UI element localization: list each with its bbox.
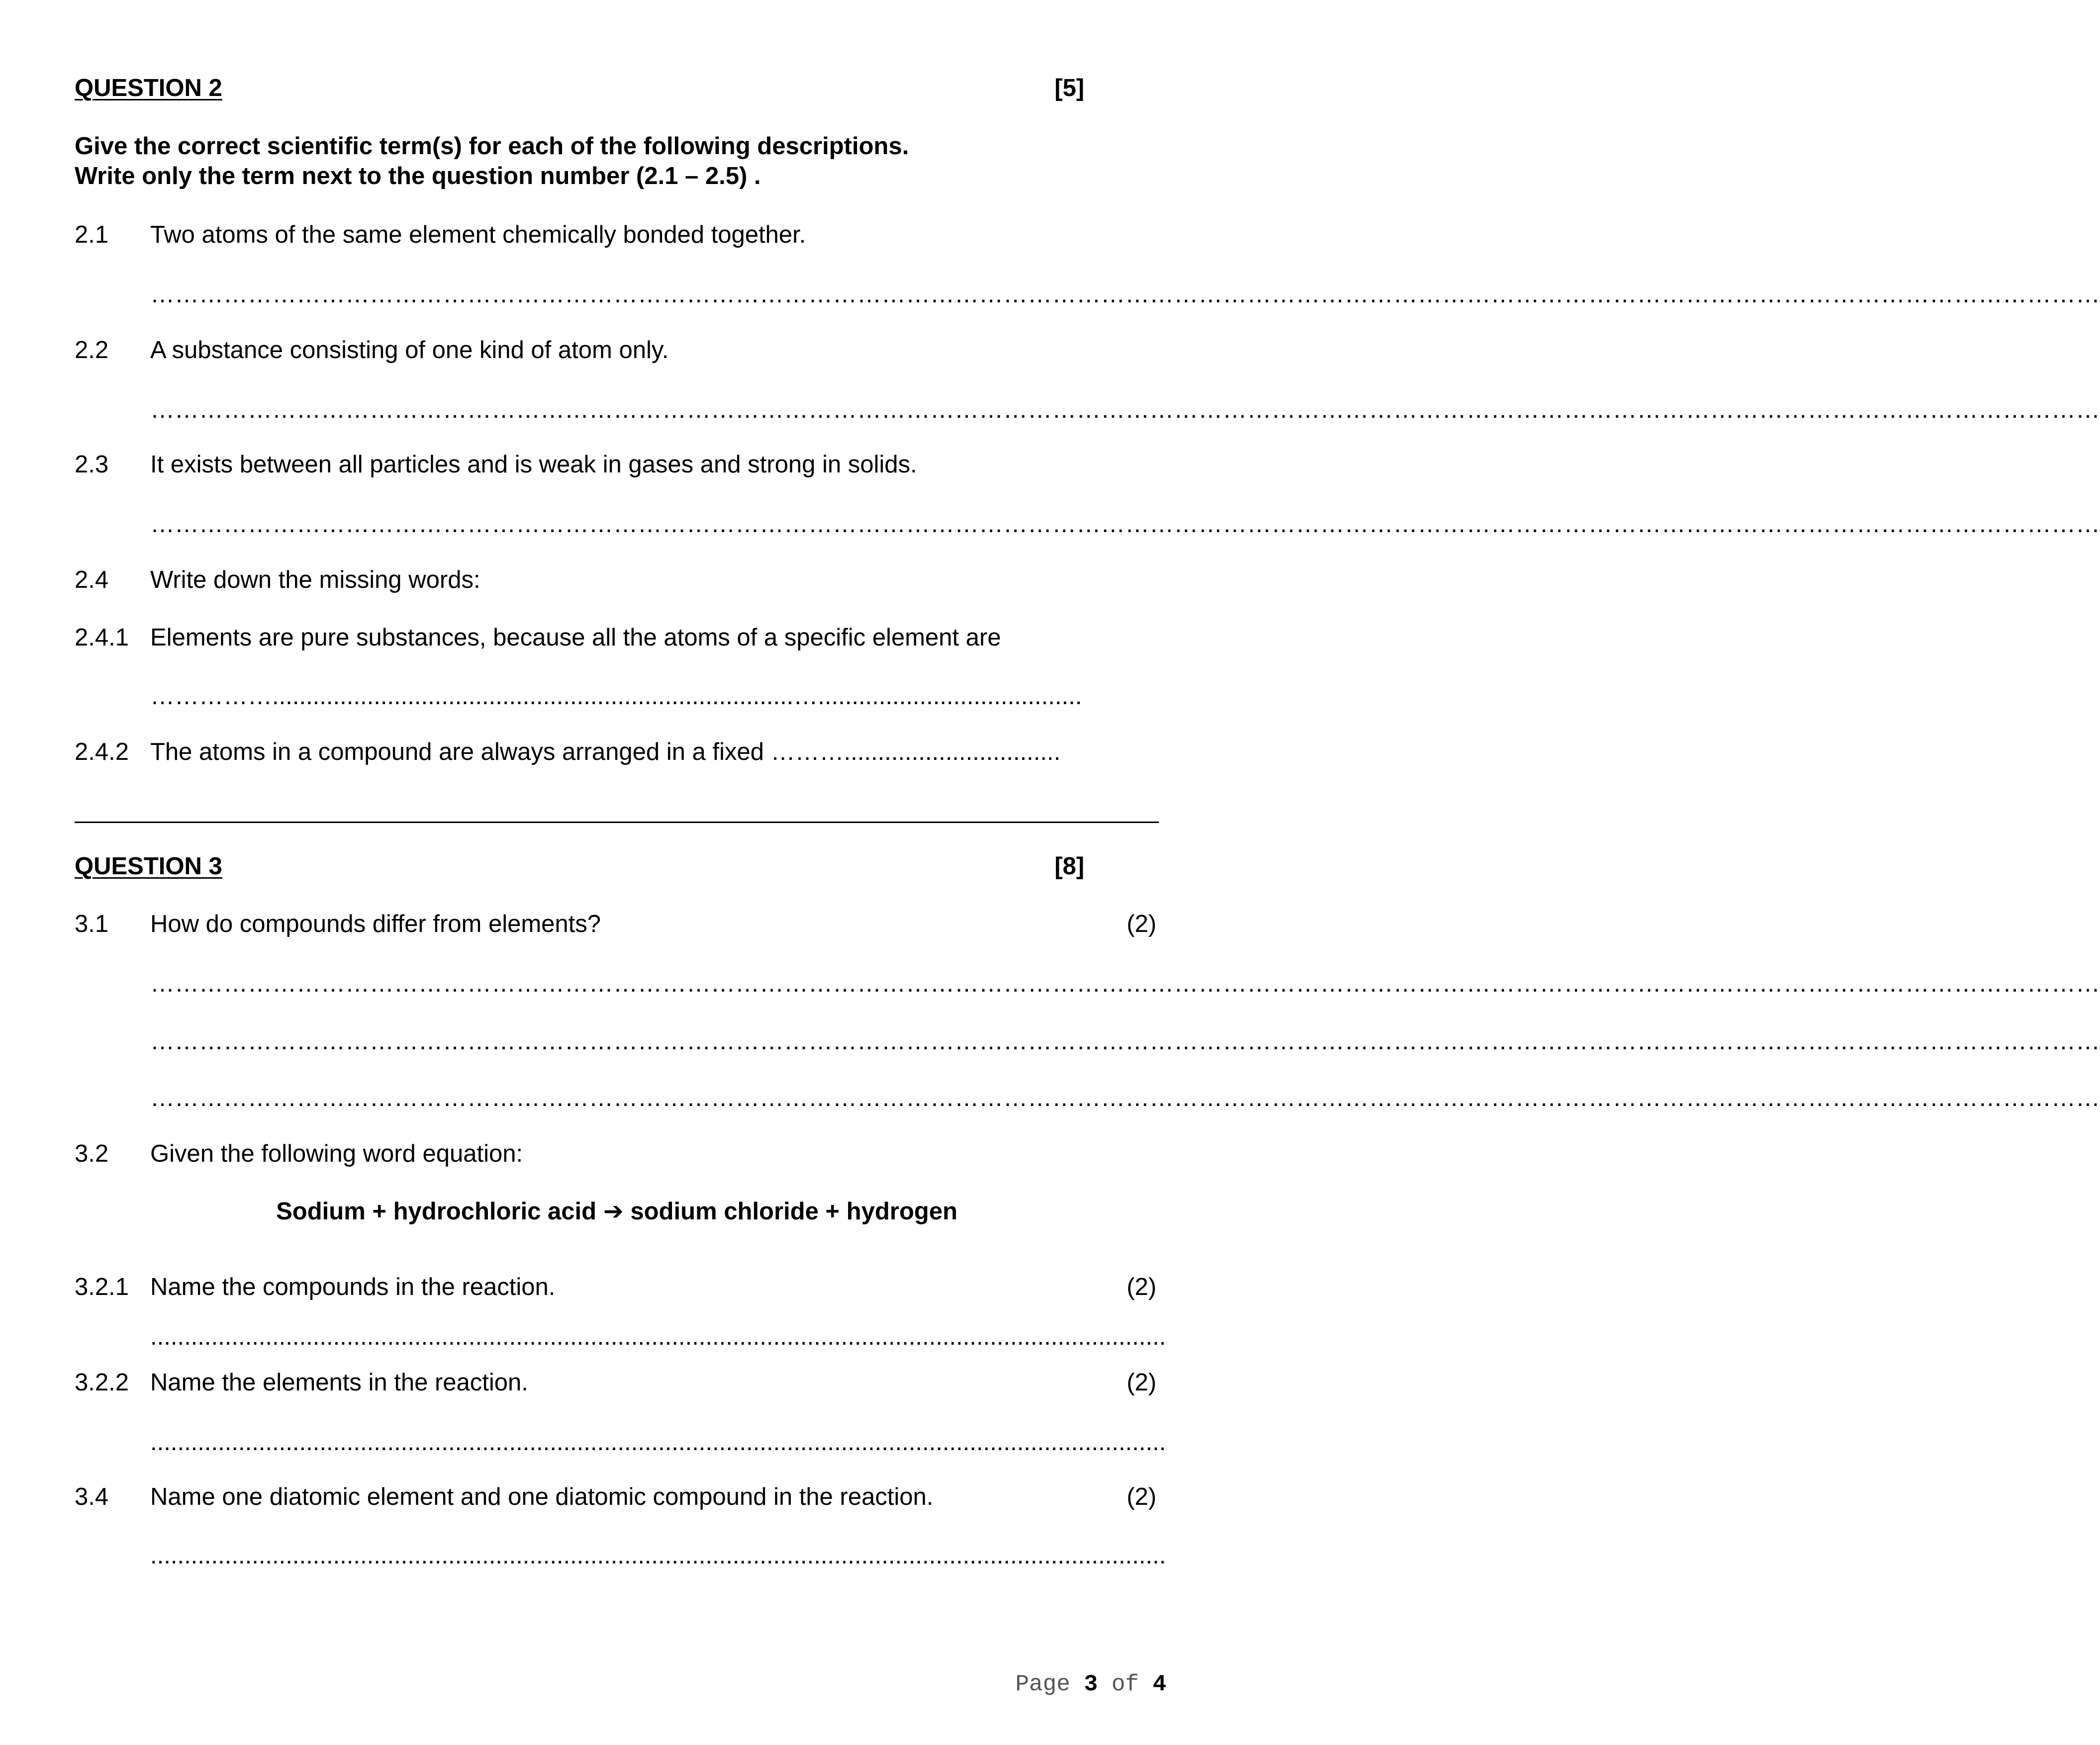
question-marks: (2) (1127, 1274, 1156, 1300)
question-text: Given the following word equation: (150, 1140, 523, 1167)
question-2-total-marks: [5] (1054, 75, 1084, 101)
question-number: 2.4 (75, 566, 109, 593)
page-word: Page (1015, 1671, 1070, 1697)
question-3-total-marks: [8] (1054, 853, 1084, 880)
question-number: 3.4 (75, 1483, 109, 1510)
answer-line[interactable]: …………………………………………………………………………………………………………………………………………………………………………………………………………………… (150, 396, 2100, 423)
question-number: 2.1 (75, 221, 109, 248)
answer-line[interactable]: …………………………………………………………………………………………………………………………………………………………………………………………………………………… (150, 1028, 2100, 1055)
question-number: 2.3 (75, 451, 109, 478)
question-text: A substance consisting of one kind of atom only. (150, 337, 669, 364)
answer-line[interactable]: …………………………………………………………………………………………………………………………………………………………………………………………………………………… (150, 281, 2100, 308)
of-word: of (1111, 1671, 1139, 1697)
question-text-with-blank (150, 740, 1060, 764)
answer-line[interactable]: …………….............................................................................…....................................... (150, 683, 1082, 710)
question-text: Name the elements in the reaction. (150, 1369, 528, 1396)
word-equation (0, 1199, 1234, 1224)
answer-line[interactable]: ...................................................................................................................................................... (150, 1542, 1166, 1569)
question-number: 2.4.2 (75, 738, 129, 765)
question-number: 3.2.2 (75, 1369, 129, 1396)
question-2-instruction-line-1: Give the correct scientific term(s) for each of the following descriptions. (75, 133, 909, 160)
question-number: 2.2 (75, 337, 109, 364)
question-text: Name one diatomic element and one diatomic compound in the reaction. (150, 1483, 934, 1510)
question-marks: (2) (1127, 911, 1156, 937)
question-2-heading: QUESTION 2 (75, 75, 222, 101)
page-number (1015, 1673, 1166, 1696)
question-text: Name the compounds in the reaction. (150, 1274, 556, 1300)
arrow-right-icon: ➔ (603, 1198, 624, 1225)
equation-reactants: Sodium + hydrochloric acid (276, 1198, 597, 1225)
question-2-instruction-line-2: Write only the term next to the question number (2.1 – 2.5) . (75, 163, 761, 189)
section-divider (75, 822, 1159, 823)
answer-line[interactable]: ...................................................................................................................................................... (150, 1323, 1166, 1350)
current-page: 3 (1084, 1671, 1098, 1697)
question-marks: (2) (1127, 1483, 1156, 1510)
question-number: 2.4.1 (75, 624, 129, 651)
question-text: Elements are pure substances, because all the atoms of a specific element are (150, 624, 1001, 651)
question-text: How do compounds differ from elements? (150, 911, 601, 937)
question-3-heading: QUESTION 3 (75, 853, 222, 880)
question-text: Write down the missing words: (150, 566, 480, 593)
question-marks: (2) (1127, 1369, 1156, 1396)
question-text: It exists between all particles and is weak in gases and strong in solids. (150, 451, 917, 478)
answer-line[interactable]: …………………………………………………………………………………………………………………………………………………………………………………………………………………… (150, 970, 2100, 997)
total-pages: 4 (1152, 1671, 1166, 1697)
answer-line[interactable]: ...................................................................................................................................................... (150, 1429, 1166, 1456)
answer-line[interactable]: …………………………………………………………………………………………………………………………………………………………………………………………………………………… (150, 511, 2100, 538)
equation-products: sodium chloride + hydrogen (630, 1198, 957, 1225)
answer-line[interactable]: …………………………………………………………………………………………………………………………………………………………………………………………………………………… (150, 1085, 2100, 1111)
question-number: 3.1 (75, 911, 109, 937)
question-number: 3.2 (75, 1140, 109, 1167)
question-text: The atoms in a compound are always arranged in a fixed (150, 738, 764, 765)
answer-blank[interactable]: ………................................ (770, 738, 1061, 765)
question-text: Two atoms of the same element chemically bonded together. (150, 221, 806, 248)
question-number: 3.2.1 (75, 1274, 129, 1300)
